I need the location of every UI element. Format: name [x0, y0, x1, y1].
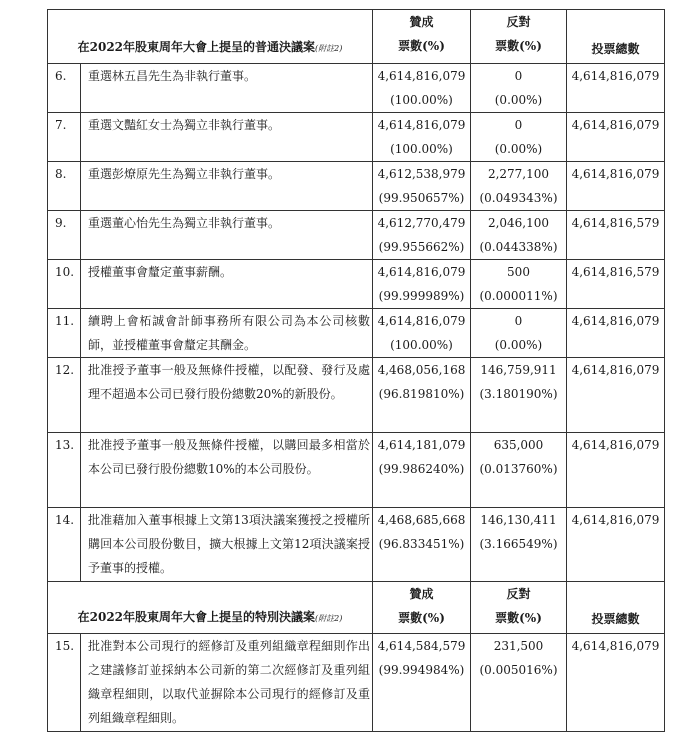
resolution-number: 10. — [48, 260, 81, 309]
resolution-text: 重選文豔紅女士為獨立非執行董事。 — [81, 113, 373, 162]
ordinary-header-title: 在2022年股東周年大會上提呈的普通決議案(附註2) — [48, 10, 373, 64]
ordinary-header-row — [48, 10, 665, 64]
for-cell: 4,468,056,168 (96.819810%) — [373, 358, 471, 433]
header-against: 反對 票數(%) — [471, 10, 567, 64]
for-cell: 4,612,538,979 (99.950657%) — [373, 162, 471, 211]
table-row — [48, 358, 665, 433]
against-cell: 0 (0.00%) — [471, 309, 567, 358]
resolution-number: 11. — [48, 309, 81, 358]
resolution-text: 批准對本公司現行的經修訂及重列組織章程細則作出之建議修訂並採納本公司新的第二次經修訂及重列組織章程細則，以取代並摒除本公司現行的經修訂及重列組織章程細則。 — [81, 634, 373, 732]
against-cell: 146,759,911 (3.180190%) — [471, 358, 567, 433]
resolution-number: 7. — [48, 113, 81, 162]
total-cell: 4,614,816,079 — [567, 508, 665, 582]
for-cell: 4,614,181,079 (99.986240%) — [373, 433, 471, 508]
table-row — [48, 433, 665, 508]
resolution-text: 批准授予董事一般及無條件授權，以購回最多相當於本公司已發行股份總數10%的本公司股份。 — [81, 433, 373, 508]
total-cell: 4,614,816,079 — [567, 358, 665, 433]
resolution-number: 14. — [48, 508, 81, 582]
table-row — [48, 260, 665, 309]
against-cell: 500 (0.000011%) — [471, 260, 567, 309]
against-cell: 2,046,100 (0.044338%) — [471, 211, 567, 260]
for-cell: 4,614,816,079 (100.00%) — [373, 309, 471, 358]
resolution-text: 批准授予董事一般及無條件授權，以配發、發行及處理不超過本公司已發行股份總數20%的新股份。 — [81, 358, 373, 433]
for-cell: 4,614,816,079 (100.00%) — [373, 113, 471, 162]
for-cell: 4,614,816,079 (100.00%) — [373, 64, 471, 113]
header-for: 贊成 票數(%) — [373, 582, 471, 634]
for-cell: 4,614,816,079 (99.999989%) — [373, 260, 471, 309]
header-for: 贊成 票數(%) — [373, 10, 471, 64]
resolution-text: 重選林五昌先生為非執行董事。 — [81, 64, 373, 113]
total-cell: 4,614,816,079 — [567, 64, 665, 113]
resolution-text: 授權董事會釐定董事薪酬。 — [81, 260, 373, 309]
special-header-title: 在2022年股東周年大會上提呈的特別決議案(附註2) — [48, 582, 373, 634]
table-row — [48, 309, 665, 358]
total-cell: 4,614,816,079 — [567, 634, 665, 732]
poll-results-table — [47, 9, 665, 732]
total-cell: 4,614,816,579 — [567, 260, 665, 309]
resolution-text: 批准藉加入董事根據上文第13項決議案獲授之授權所購回本公司股份數目，擴大根據上文第12項決議案授予董事的授權。 — [81, 508, 373, 582]
resolution-text: 重選董心怡先生為獨立非執行董事。 — [81, 211, 373, 260]
total-cell: 4,614,816,079 — [567, 162, 665, 211]
footnote-ref: (附註2) — [315, 44, 343, 53]
table-row — [48, 634, 665, 732]
against-cell: 635,000 (0.013760%) — [471, 433, 567, 508]
table-row — [48, 64, 665, 113]
resolution-number: 15. — [48, 634, 81, 732]
header-total: 投票總數 — [567, 582, 665, 634]
for-cell: 4,614,584,579 (99.994984%) — [373, 634, 471, 732]
resolution-number: 12. — [48, 358, 81, 433]
for-cell: 4,468,685,668 (96.833451%) — [373, 508, 471, 582]
header-against: 反對 票數(%) — [471, 582, 567, 634]
against-cell: 0 (0.00%) — [471, 113, 567, 162]
table-row — [48, 113, 665, 162]
table-row — [48, 508, 665, 582]
header-total: 投票總數 — [567, 10, 665, 64]
against-cell: 231,500 (0.005016%) — [471, 634, 567, 732]
against-cell: 146,130,411 (3.166549%) — [471, 508, 567, 582]
footnote-ref: (附註2) — [315, 614, 343, 623]
total-cell: 4,614,816,079 — [567, 113, 665, 162]
resolution-text: 重選彭燎原先生為獨立非執行董事。 — [81, 162, 373, 211]
total-cell: 4,614,816,579 — [567, 211, 665, 260]
resolution-text: 續聘上會柘誠會計師事務所有限公司為本公司核數師，並授權董事會釐定其酬金。 — [81, 309, 373, 358]
resolution-number: 8. — [48, 162, 81, 211]
total-cell: 4,614,816,079 — [567, 433, 665, 508]
resolution-number: 6. — [48, 64, 81, 113]
table-row — [48, 211, 665, 260]
table-row — [48, 162, 665, 211]
against-cell: 0 (0.00%) — [471, 64, 567, 113]
resolution-number: 13. — [48, 433, 81, 508]
against-cell: 2,277,100 (0.049343%) — [471, 162, 567, 211]
resolution-number: 9. — [48, 211, 81, 260]
for-cell: 4,612,770,479 (99.955662%) — [373, 211, 471, 260]
total-cell: 4,614,816,079 — [567, 309, 665, 358]
special-header-row — [48, 582, 665, 634]
